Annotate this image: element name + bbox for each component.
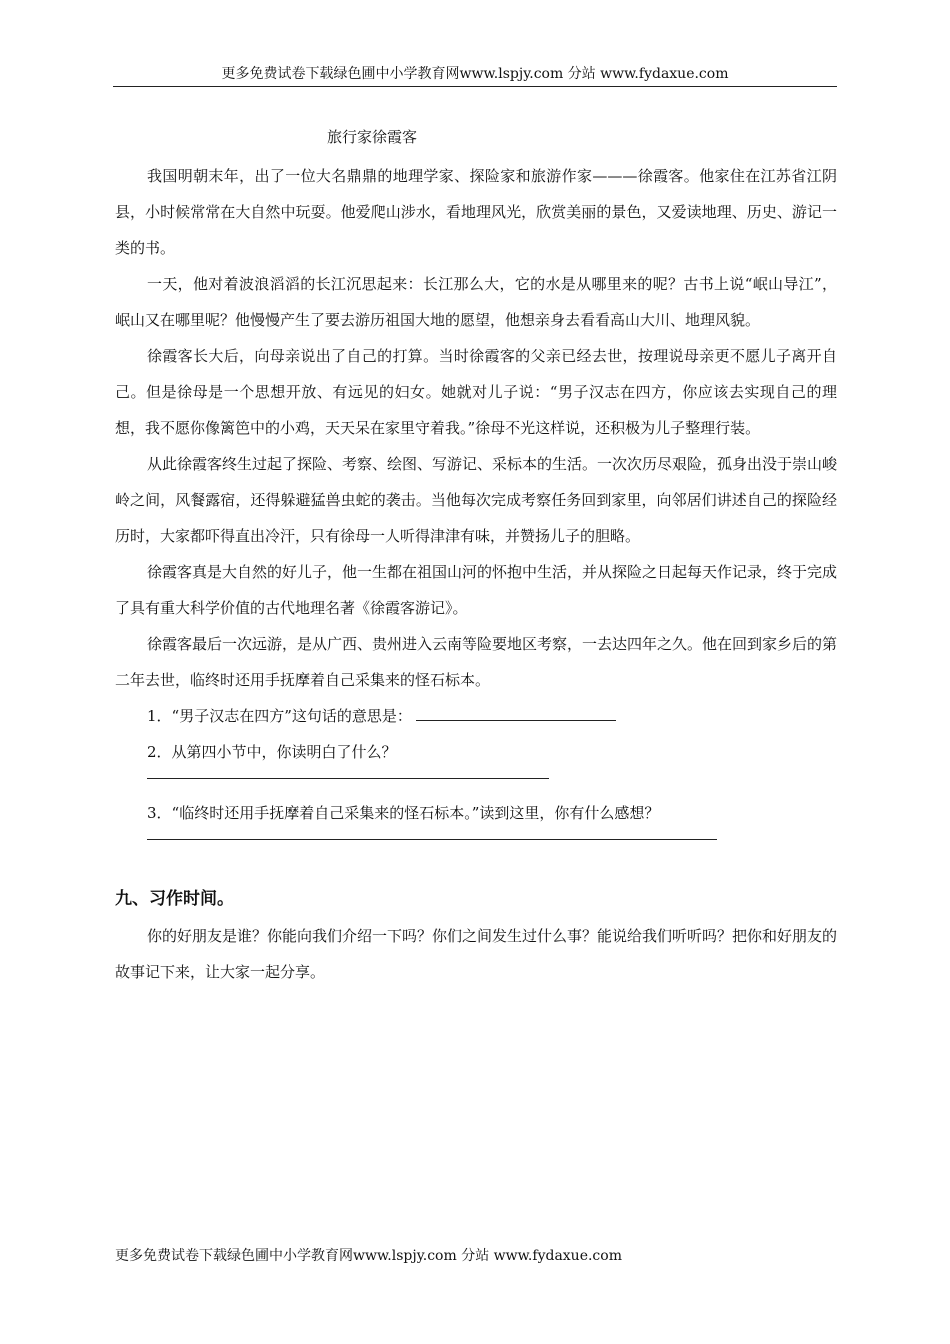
question-1-answer-blank[interactable]	[416, 706, 616, 721]
question-3-answer-line[interactable]	[147, 839, 717, 840]
page-footer: 更多免费试卷下载绿色圃中小学教育网www.lspjy.com 分站 www.fydaxue.com	[115, 1248, 622, 1264]
article-paragraph-3: 徐霞客长大后，向母亲说出了自己的打算。当时徐霞客的父亲已经去世，按理说母亲更不愿儿子离开自己。但是徐母是一个思想开放、有远见的妇女。她就对儿子说：“男子汉志在四方，你应该去实现自己的理想，我不愿你像篱笆中的小鸡，天天呆在家里守着我。”徐母不光这样说，还积极为儿子整理行装。	[115, 347, 837, 437]
question-2: 2．从第四小节中，你读明白了什么？	[147, 743, 397, 761]
section-heading-writing: 九、习作时间。	[115, 889, 234, 909]
article-paragraph-5: 徐霞客真是大自然的好儿子，他一生都在祖国山河的怀抱中生活，并从探险之日起每天作记录，终于完成了具有重大科学价值的古代地理名著《徐霞客游记》。	[115, 563, 838, 617]
question-3: 3．“临终时还用手抚摩着自己采集来的怪石标本。”读到这里，你有什么感想？	[147, 804, 660, 822]
question-1-text: 1．“男子汉志在四方”这句话的意思是：	[147, 707, 412, 725]
header-rule	[113, 86, 837, 87]
article-paragraph-6: 徐霞客最后一次远游，是从广西、贵州进入云南等险要地区考察，一去达四年之久。他在回到家乡后的第二年去世，临终时还用手抚摩着自己采集来的怪石标本。	[115, 635, 838, 689]
writing-prompt: 你的好朋友是谁？你能向我们介绍一下吗？你们之间发生过什么事？能说给我们听听吗？把你和好朋友的故事记下来，让大家一起分享。	[115, 927, 838, 981]
page-header: 更多免费试卷下载绿色圃中小学教育网www.lspjy.com 分站 www.fydaxue.com	[221, 66, 729, 82]
article-paragraph-4: 从此徐霞客终生过起了探险、考察、绘图、写游记、采标本的生活。一次次历尽艰险，孤身出没于崇山峻岭之间，风餐露宿，还得躲避猛兽虫蛇的袭击。当他每次完成考察任务回到家里，向邻居们讲述自己的探险经历时，大家都吓得直出冷汗，只有徐母一人听得津津有味，并赞扬儿子的胆略。	[115, 455, 838, 545]
question-1	[115, 698, 837, 734]
article-title: 旅行家徐霞客	[327, 128, 418, 146]
page-content	[115, 124, 837, 990]
question-2-answer-line[interactable]	[147, 778, 549, 779]
article-paragraph-1: 我国明朝末年，出了一位大名鼎鼎的地理学家、探险家和旅游作家———徐霞客。他家住在江苏省江阴县，小时候常常在大自然中玩耍。他爱爬山涉水，看地理风光，欣赏美丽的景色，又爱读地理、历史、游记一类的书。	[115, 167, 837, 257]
article-paragraph-2: 一天，他对着波浪滔滔的长江沉思起来：长江那么大，它的水是从哪里来的呢？古书上说“岷山导江”，岷山又在哪里呢？他慢慢产生了要去游历祖国大地的愿望，他想亲身去看看高山大川、地理风貌。	[115, 275, 837, 329]
